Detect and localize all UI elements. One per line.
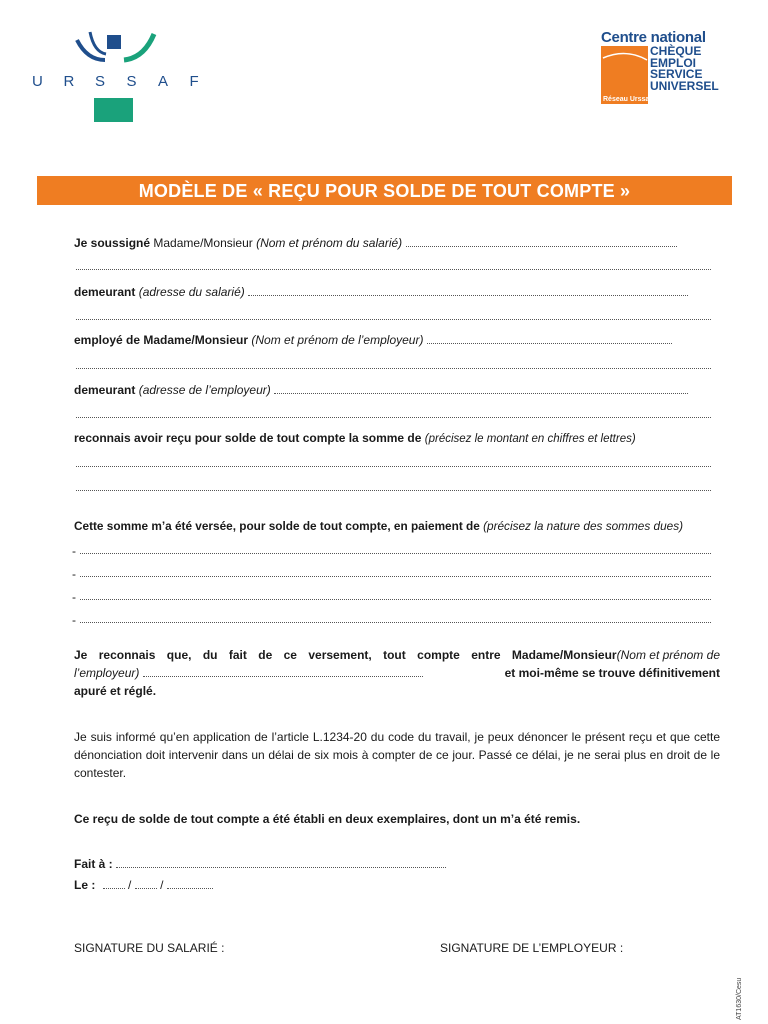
nature-field-3[interactable] bbox=[80, 599, 711, 600]
reconnais-line bbox=[74, 431, 636, 445]
urssaf-swoosh-icon bbox=[72, 30, 162, 70]
reconnais-paragraph: Je reconnais que, du fait de ce versement, tout compte entre Madame/Monsieur (Nom et prénom de l’employeur) et moi-même se trouve définitivement apuré et réglé. bbox=[74, 648, 720, 698]
somme-label: Cette somme m’a été versée, pour solde de tout compte, en paiement de bbox=[74, 519, 480, 533]
soussigne-field-continuation[interactable] bbox=[76, 269, 711, 270]
page-title: MODÈLE DE « REÇU POUR SOLDE DE TOUT COMPTE » bbox=[37, 176, 732, 205]
reconnais-paragraph-hint-start: (Nom et prénom de bbox=[616, 648, 720, 662]
soussigne-field[interactable] bbox=[406, 237, 677, 247]
employeur-name-field[interactable] bbox=[143, 667, 423, 677]
date-year-field[interactable] bbox=[167, 879, 213, 889]
reseau-urssaf-label: Réseau Urssaf bbox=[603, 96, 652, 103]
demeurant-salarie-line bbox=[74, 285, 688, 299]
reconnais-paragraph-line-2: l’employeur) et moi-même se trouve définitivement bbox=[74, 666, 720, 680]
date-label: Le : bbox=[74, 878, 96, 892]
nature-field-2[interactable] bbox=[80, 576, 711, 577]
demeurant-employeur-label: demeurant bbox=[74, 383, 136, 397]
signature-salarie-area[interactable] bbox=[74, 960, 374, 1010]
nature-item-1: - bbox=[72, 544, 76, 558]
employe-label: employé de Madame/Monsieur bbox=[74, 333, 249, 347]
centre-national-title: Centre national bbox=[601, 29, 706, 46]
employe-field[interactable] bbox=[427, 334, 672, 344]
fait-a-line bbox=[74, 857, 446, 871]
soussigne-text: Madame/Monsieur bbox=[153, 236, 253, 250]
demeurant-salarie-field[interactable] bbox=[248, 286, 688, 296]
employe-line bbox=[74, 333, 672, 347]
montant-field-2[interactable] bbox=[76, 490, 711, 491]
demeurant-employeur-hint: (adresse de l’employeur) bbox=[138, 383, 271, 397]
soussigne-label: Je soussigné bbox=[74, 236, 151, 250]
demeurant-salarie-label: demeurant bbox=[74, 285, 136, 299]
reconnais-label: reconnais avoir reçu pour solde de tout compte la somme de bbox=[74, 431, 422, 445]
date-month-field[interactable] bbox=[135, 879, 157, 889]
urssaf-green-block bbox=[94, 98, 133, 122]
demeurant-employeur-line bbox=[74, 383, 688, 397]
nature-field-4[interactable] bbox=[80, 622, 711, 623]
demeurant-salarie-hint: (adresse du salarié) bbox=[138, 285, 245, 299]
exemplaires-statement: Ce reçu de solde de tout compte a été établi en deux exemplaires, dont un m’a été remis. bbox=[74, 812, 581, 826]
signature-employeur-area[interactable] bbox=[440, 960, 720, 1010]
somme-hint: (précisez la nature des sommes dues) bbox=[483, 519, 684, 533]
date-day-field[interactable] bbox=[103, 879, 125, 889]
somme-line bbox=[74, 519, 683, 533]
montant-field-1[interactable] bbox=[76, 466, 711, 467]
employe-field-continuation[interactable] bbox=[76, 368, 711, 369]
signature-employeur-label: SIGNATURE DE L’EMPLOYEUR : bbox=[440, 941, 624, 955]
cesu-wordmark: CHÈQUE EMPLOI SERVICE UNIVERSEL bbox=[650, 44, 719, 93]
reconnais-paragraph-line-1: Je reconnais que, du fait de ce versement, tout compte entre Madame/Monsieur (Nom et prénom de bbox=[74, 648, 720, 662]
demeurant-employeur-field-continuation[interactable] bbox=[76, 417, 711, 418]
nature-field-1[interactable] bbox=[80, 553, 711, 554]
reconnais-hint: (précisez le montant en chiffres et lettres) bbox=[424, 433, 636, 445]
fait-a-field[interactable] bbox=[116, 858, 446, 868]
demeurant-employeur-field[interactable] bbox=[274, 384, 688, 394]
demeurant-salarie-field-continuation[interactable] bbox=[76, 319, 711, 320]
soussigne-line bbox=[74, 236, 677, 250]
nature-item-3: - bbox=[72, 590, 76, 604]
soussigne-hint: (Nom et prénom du salarié) bbox=[256, 236, 403, 250]
document-reference: AT1630/Cesu bbox=[736, 977, 743, 1020]
nature-item-4: - bbox=[72, 613, 76, 627]
nature-item-2: - bbox=[72, 567, 76, 581]
urssaf-wordmark: U R S S A F bbox=[32, 73, 199, 90]
information-paragraph: Je suis informé qu’en application de l’article L.1234-20 du code du travail, je peux dénoncer le présent reçu et que cette dénonciation doit intervenir dans un délai de six mois à compter de ce jour. Passé ce délai, je ne serai plus en droit de le contester. bbox=[74, 730, 720, 780]
date-line: Le : / / bbox=[74, 878, 213, 892]
reconnais-paragraph-hint-end: l’employeur) bbox=[74, 666, 140, 680]
signature-salarie-label: SIGNATURE DU SALARIÉ : bbox=[74, 941, 225, 955]
employe-hint: (Nom et prénom de l’employeur) bbox=[251, 333, 424, 347]
fait-a-label: Fait à : bbox=[74, 857, 113, 871]
